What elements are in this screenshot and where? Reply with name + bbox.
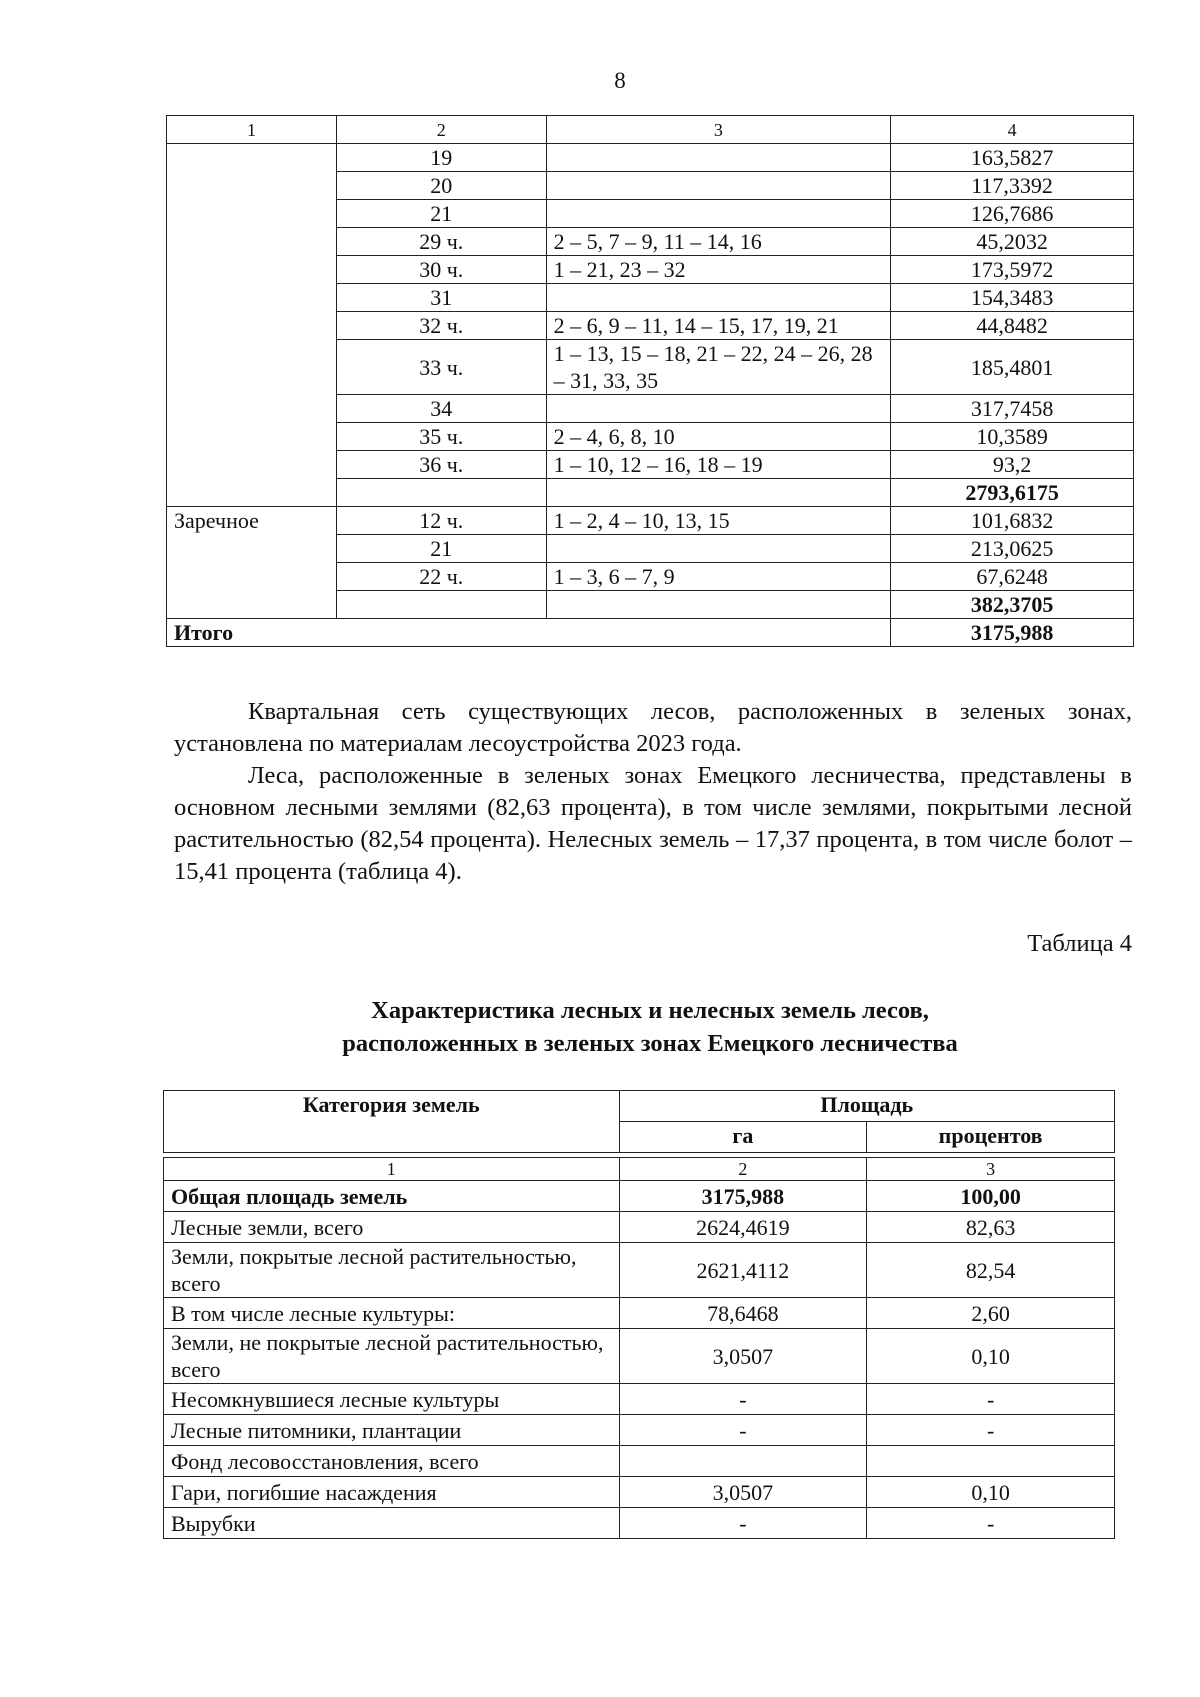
col-number: 1 [164, 1158, 620, 1181]
forestry-name [167, 144, 337, 507]
area-value: 10,3589 [891, 423, 1134, 451]
quarter-number: 34 [336, 395, 546, 423]
land-category: Гари, погибшие насаждения [164, 1477, 620, 1508]
area-value: 154,3483 [891, 284, 1134, 312]
quarter-number: 31 [336, 284, 546, 312]
section-numbers [546, 535, 891, 563]
area-ha: - [619, 1384, 867, 1415]
area-percent: 0,10 [867, 1477, 1115, 1508]
col-number: 3 [867, 1158, 1115, 1181]
table-title [160, 994, 1140, 1060]
area-value: 126,7686 [891, 200, 1134, 228]
area-percent [867, 1446, 1115, 1477]
paragraph-forest-lands: Леса, расположенные в зеленых зонах Емецкого лесничества, представлены в основном лесными землями (82,63 процента), в том числе землями, покрытыми лесной растительностью (82,54 процента). Нелесных земель – 17,37 процента, в том числе болот – 15,41 процента (таблица 4). [174, 762, 1132, 885]
table-row [164, 1298, 1115, 1329]
land-category: Несомкнувшиеся лесные культуры [164, 1384, 620, 1415]
area-percent: - [867, 1508, 1115, 1539]
paragraph-quarter-network: Квартальная сеть существующих лесов, расположенных в зеленых зонах, установлена по материалам лесоустройства 2023 года. [174, 698, 1132, 757]
quarter-number: 19 [336, 144, 546, 172]
header-category: Категория земель [164, 1091, 620, 1153]
section-numbers: 1 – 13, 15 – 18, 21 – 22, 24 – 26, 28 – 31, 33, 35 [546, 340, 891, 395]
section-numbers: 2 – 5, 7 – 9, 11 – 14, 16 [546, 228, 891, 256]
quarter-number: 36 ч. [336, 451, 546, 479]
area-ha: 78,6468 [619, 1298, 867, 1329]
section-numbers: 1 – 2, 4 – 10, 13, 15 [546, 507, 891, 535]
area-value: 163,5827 [891, 144, 1134, 172]
area-value: 185,4801 [891, 340, 1134, 395]
col-number: 1 [167, 116, 337, 144]
header-ha: га [619, 1122, 867, 1153]
section-numbers: 2 – 4, 6, 8, 10 [546, 423, 891, 451]
area-percent: 0,10 [867, 1329, 1115, 1384]
table-row [164, 1243, 1115, 1298]
area-value: 93,2 [891, 451, 1134, 479]
section-numbers: 1 – 3, 6 – 7, 9 [546, 563, 891, 591]
area-ha [619, 1446, 867, 1477]
subtotal-value: 382,3705 [891, 591, 1134, 619]
section-numbers: 2 – 6, 9 – 11, 14 – 15, 17, 19, 21 [546, 312, 891, 340]
area-ha: 3,0507 [619, 1329, 867, 1384]
land-category: Вырубки [164, 1508, 620, 1539]
section-numbers [546, 172, 891, 200]
area-value: 101,6832 [891, 507, 1134, 535]
section-numbers [546, 284, 891, 312]
table-row [164, 1384, 1115, 1415]
quarter-number: 20 [336, 172, 546, 200]
empty-cell [336, 591, 546, 619]
land-category: В том числе лесные культуры: [164, 1298, 620, 1329]
quarter-number: 29 ч. [336, 228, 546, 256]
area-percent: 2,60 [867, 1298, 1115, 1329]
area-value: 44,8482 [891, 312, 1134, 340]
land-category: Лесные земли, всего [164, 1212, 620, 1243]
section-numbers [546, 395, 891, 423]
table-title-line2: расположенных в зеленых зонах Емецкого лесничества [342, 1030, 958, 1057]
quarter-number: 21 [336, 535, 546, 563]
table-row [167, 507, 1134, 535]
land-category: Общая площадь земель [164, 1181, 620, 1212]
land-category: Земли, покрытые лесной растительностью, всего [164, 1243, 620, 1298]
table-title-line1: Характеристика лесных и нелесных земель лесов, [371, 997, 929, 1024]
forestry-name: Заречное [167, 507, 337, 619]
area-percent: - [867, 1384, 1115, 1415]
area-ha: - [619, 1508, 867, 1539]
empty-cell [546, 479, 891, 507]
area-ha: 3,0507 [619, 1477, 867, 1508]
area-value: 173,5972 [891, 256, 1134, 284]
header-percent: процентов [867, 1122, 1115, 1153]
page-number: 8 [614, 68, 626, 93]
section-numbers: 1 – 21, 23 – 32 [546, 256, 891, 284]
header-area: Площадь [619, 1091, 1114, 1122]
area-ha: 2624,4619 [619, 1212, 867, 1243]
quarter-number: 35 ч. [336, 423, 546, 451]
col-number: 3 [546, 116, 891, 144]
section-numbers: 1 – 10, 12 – 16, 18 – 19 [546, 451, 891, 479]
quarter-number: 33 ч. [336, 340, 546, 395]
land-category: Лесные питомники, плантации [164, 1415, 620, 1446]
table-row [164, 1508, 1115, 1539]
area-percent: 82,63 [867, 1212, 1115, 1243]
land-category: Земли, не покрытые лесной растительностью, всего [164, 1329, 620, 1384]
table-label: Таблица 4 [1027, 930, 1132, 957]
table-row [164, 1446, 1115, 1477]
area-value: 317,7458 [891, 395, 1134, 423]
area-ha: 3175,988 [619, 1181, 867, 1212]
empty-cell [336, 479, 546, 507]
area-value: 45,2032 [891, 228, 1134, 256]
area-percent: - [867, 1415, 1115, 1446]
total-row [167, 619, 1134, 647]
area-percent: 100,00 [867, 1181, 1115, 1212]
table-row [164, 1477, 1115, 1508]
forest-quarters-table [166, 115, 1134, 647]
col-number: 2 [336, 116, 546, 144]
table-row [164, 1181, 1115, 1212]
area-percent: 82,54 [867, 1243, 1115, 1298]
table-row [164, 1329, 1115, 1384]
section-numbers [546, 200, 891, 228]
quarter-number: 12 ч. [336, 507, 546, 535]
quarter-number: 32 ч. [336, 312, 546, 340]
area-value: 213,0625 [891, 535, 1134, 563]
area-value: 67,6248 [891, 563, 1134, 591]
subtotal-value: 2793,6175 [891, 479, 1134, 507]
header-row [167, 116, 1134, 144]
section-numbers [546, 144, 891, 172]
land-categories-table [163, 1090, 1115, 1539]
area-ha: - [619, 1415, 867, 1446]
table-row [167, 144, 1134, 172]
land-category: Фонд лесовосстановления, всего [164, 1446, 620, 1477]
empty-cell [546, 591, 891, 619]
area-ha: 2621,4112 [619, 1243, 867, 1298]
area-value: 117,3392 [891, 172, 1134, 200]
total-value: 3175,988 [891, 619, 1134, 647]
total-label: Итого [167, 619, 891, 647]
quarter-number: 21 [336, 200, 546, 228]
quarter-number: 30 ч. [336, 256, 546, 284]
table-row [164, 1212, 1115, 1243]
quarter-number: 22 ч. [336, 563, 546, 591]
col-number: 2 [619, 1158, 867, 1181]
col-number: 4 [891, 116, 1134, 144]
table-row [164, 1415, 1115, 1446]
